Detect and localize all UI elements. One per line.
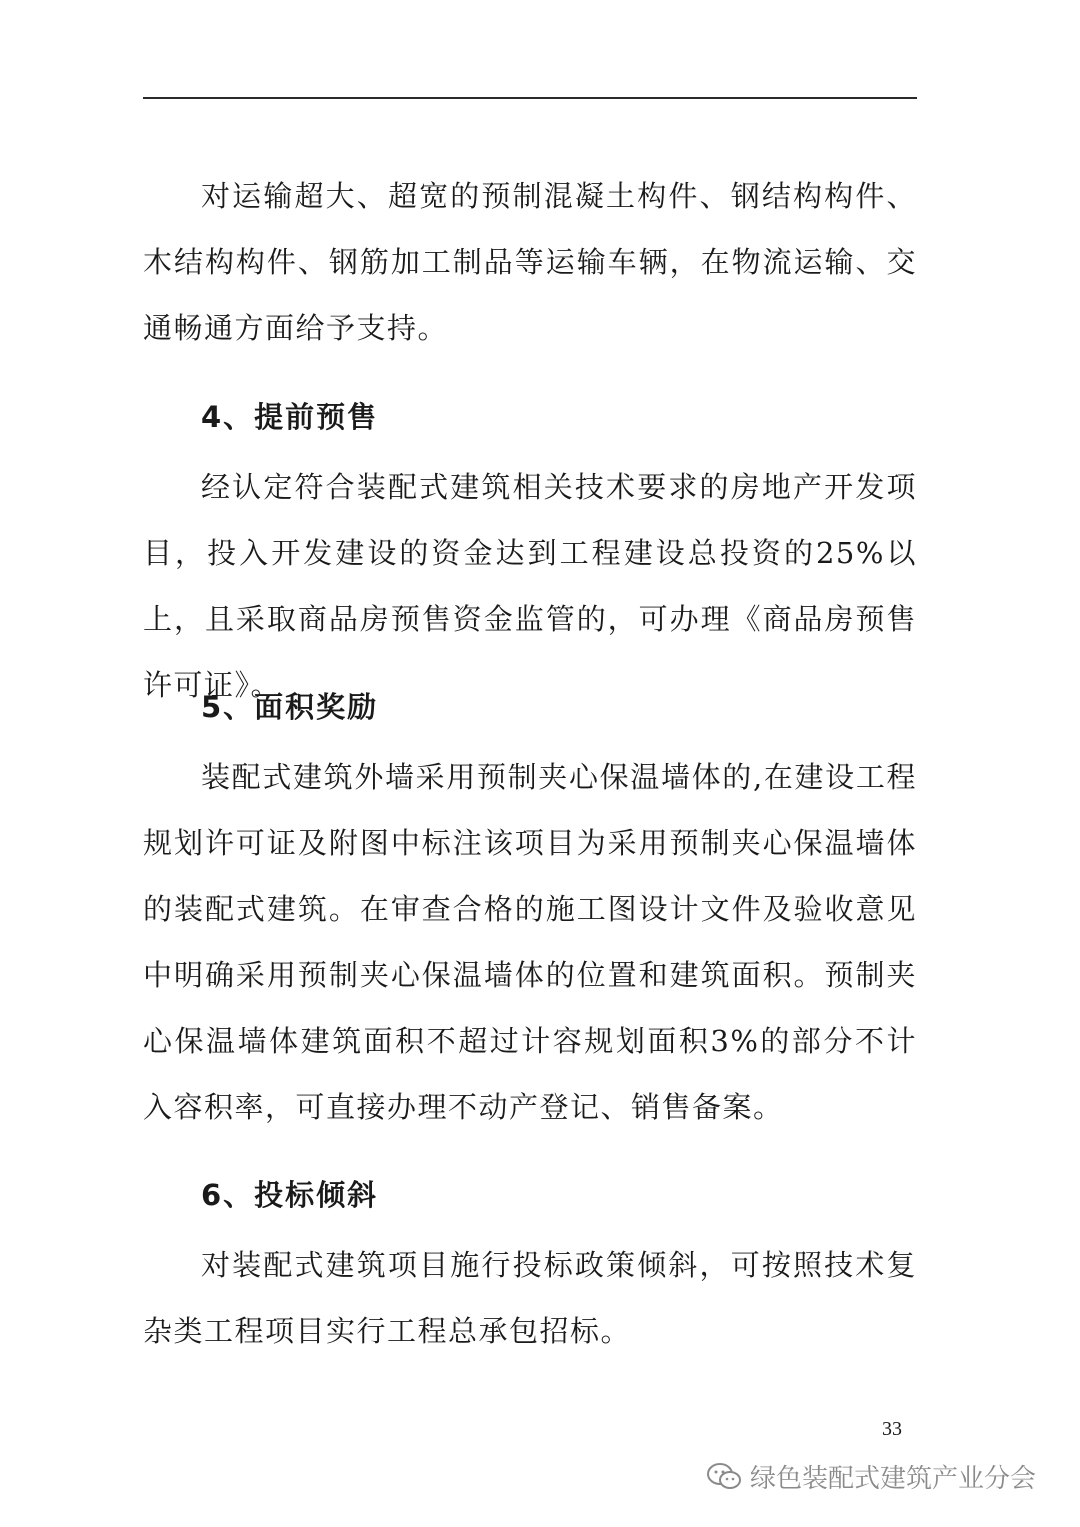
- wechat-icon: [706, 1462, 742, 1492]
- paragraph-presale: 经认定符合装配式建筑相关技术要求的房地产开发项目，投入开发建设的资金达到工程建设总投资的25%以上，且采取商品房预售资金监管的，可办理《商品房预售许可证》。: [143, 470, 917, 702]
- heading-bidding: 6、投标倾斜: [201, 1178, 379, 1212]
- heading-presale: 4、提前预售: [201, 400, 379, 434]
- watermark: [706, 1458, 1036, 1495]
- header-rule: [143, 97, 917, 99]
- heading-area-reward: 5、面积奖励: [201, 690, 379, 724]
- page-number: 33: [882, 1418, 902, 1440]
- paragraph-area-reward: 装配式建筑外墙采用预制夹心保温墙体的,在建设工程规划许可证及附图中标注该项目为采用预制夹心保温墙体的装配式建筑。在审查合格的施工图设计文件及验收意见中明确采用预制夹心保温墙体的位置和建筑面积。预制夹心保温墙体建筑面积不超过计容规划面积3%的部分不计入容积率，可直接办理不动产登记、销售备案。: [143, 760, 917, 1124]
- watermark-text: 绿色装配式建筑产业分会: [750, 1464, 1037, 1494]
- paragraph-transport-support: 对运输超大、超宽的预制混凝土构件、钢结构构件、木结构构件、钢筋加工制品等运输车辆，在物流运输、交通畅通方面给予支持。: [143, 179, 917, 345]
- paragraph-bidding: 对装配式建筑项目施行投标政策倾斜，可按照技术复杂类工程项目实行工程总承包招标。: [143, 1248, 917, 1348]
